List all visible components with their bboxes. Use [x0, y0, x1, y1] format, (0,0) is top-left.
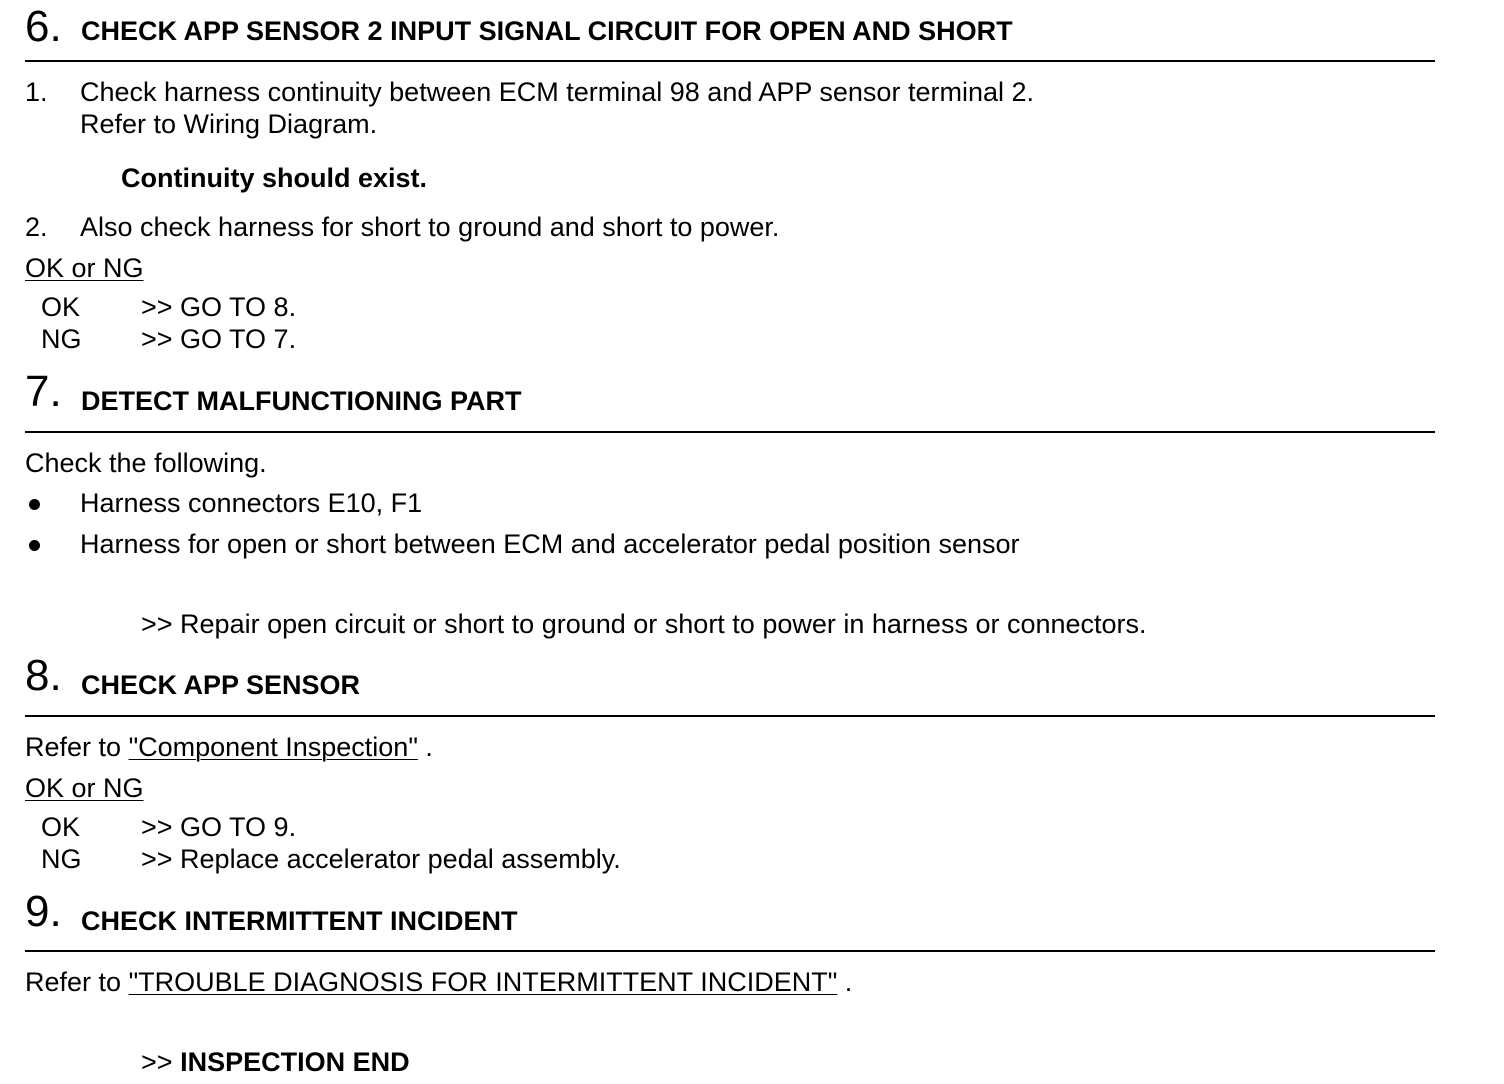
- section-divider: [25, 715, 1435, 717]
- section-divider: [25, 950, 1435, 952]
- item-number: 2.: [25, 212, 48, 242]
- result-code: OK: [41, 292, 81, 322]
- step-number: 6.: [25, 2, 62, 51]
- result-action: >> Replace accelerator pedal assembly.: [141, 844, 621, 874]
- intermittent-incident-link[interactable]: "TROUBLE DIAGNOSIS FOR INTERMITTENT INCIDENT": [128, 967, 838, 997]
- inspection-end: [141, 1046, 410, 1078]
- bullet-item: Harness for open or short between ECM and accelerator pedal position sensor: [80, 529, 1020, 559]
- step-heading: CHECK INTERMITTENT INCIDENT: [81, 906, 518, 936]
- result-action: >> GO TO 8.: [141, 292, 297, 322]
- refer-suffix: .: [844, 967, 853, 997]
- step-number: 7.: [25, 367, 62, 416]
- instruction-line: Also check harness for short to ground and short to power.: [80, 212, 780, 242]
- step-heading: DETECT MALFUNCTIONING PART: [81, 386, 522, 416]
- end-label: INSPECTION END: [180, 1047, 410, 1077]
- refer-prefix: Refer to: [25, 967, 122, 997]
- spec-text: Continuity should exist.: [121, 163, 428, 193]
- bullet-icon: [29, 499, 40, 510]
- instruction-line: Refer to Wiring Diagram.: [80, 109, 378, 139]
- instruction-line: Check harness continuity between ECM terminal 98 and APP sensor terminal 2.: [80, 77, 1034, 107]
- result-code: NG: [41, 324, 82, 354]
- step-heading: CHECK APP SENSOR 2 INPUT SIGNAL CIRCUIT FOR OPEN AND SHORT: [81, 16, 1013, 46]
- result-code: OK: [41, 812, 81, 842]
- end-arrows: >>: [141, 1047, 173, 1077]
- repair-action: >> Repair open circuit or short to ground or short to power in harness or connectors.: [141, 609, 1147, 639]
- section-divider: [25, 431, 1435, 433]
- result-action: >> GO TO 7.: [141, 324, 297, 354]
- item-number: 1.: [25, 77, 48, 107]
- refer-suffix: .: [425, 732, 433, 762]
- result-code: NG: [41, 844, 82, 874]
- refer-prefix: Refer to: [25, 732, 122, 762]
- step-number: 9.: [25, 887, 62, 936]
- result-action: >> GO TO 9.: [141, 812, 297, 842]
- bullet-icon: [29, 540, 40, 551]
- section-divider: [25, 60, 1435, 62]
- component-inspection-link[interactable]: "Component Inspection": [128, 732, 418, 762]
- bullet-item: Harness connectors E10, F1: [80, 488, 423, 518]
- refer-line: [25, 966, 852, 998]
- ok-ng-label: OK or NG: [25, 253, 144, 283]
- ok-ng-label: OK or NG: [25, 773, 144, 803]
- step-number: 8.: [25, 651, 62, 700]
- intro-text: Check the following.: [25, 448, 267, 478]
- step-heading: CHECK APP SENSOR: [81, 670, 361, 700]
- refer-line: [25, 731, 433, 763]
